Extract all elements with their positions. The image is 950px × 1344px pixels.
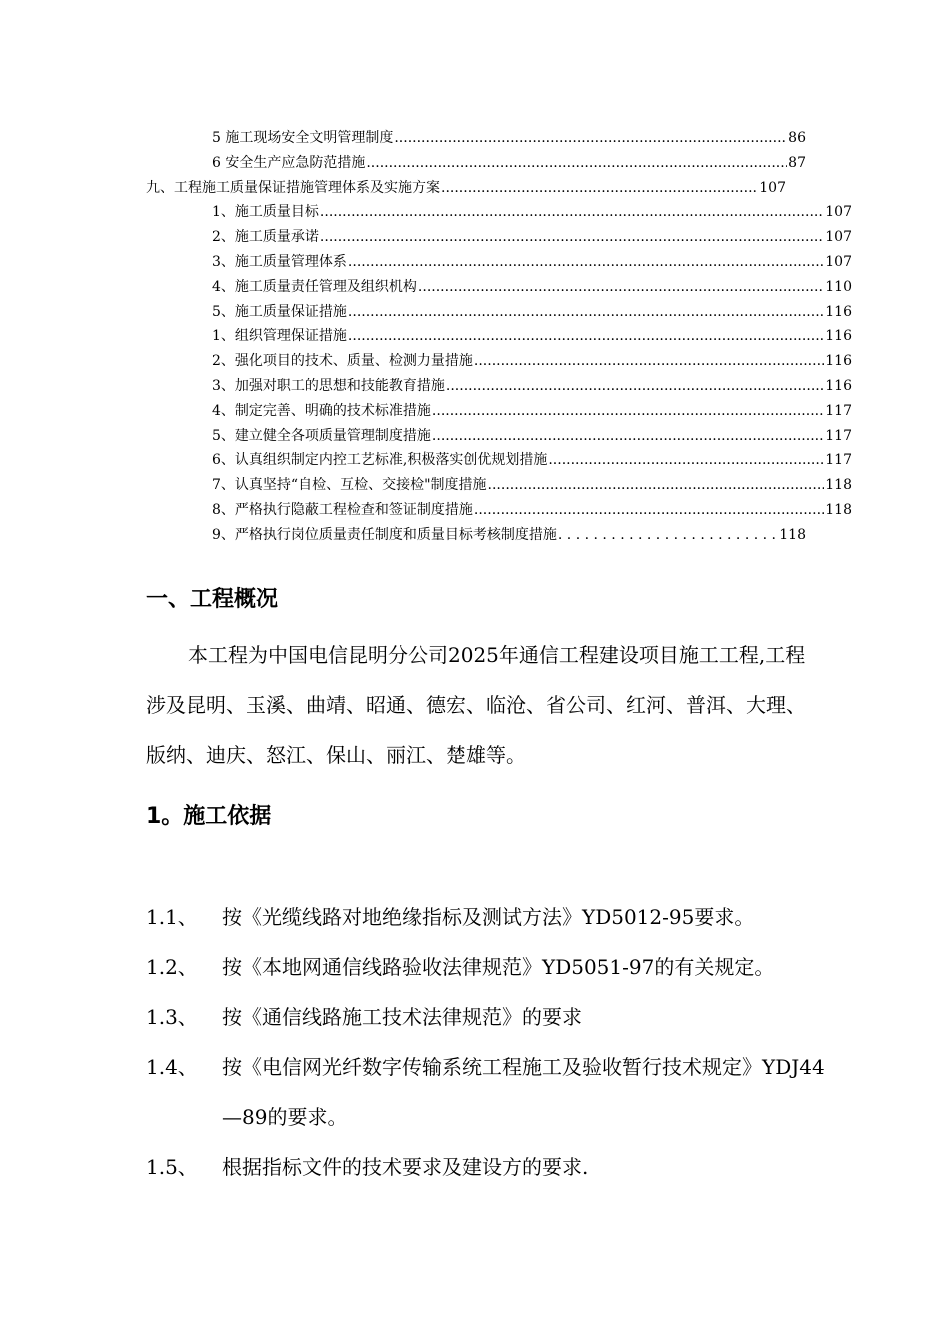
toc-entry-title: 3、施工质量管理体系: [212, 253, 347, 270]
basis-list: [146, 892, 826, 1192]
toc-leader-dots: [432, 399, 824, 424]
list-item-number: 1.5、: [146, 1155, 198, 1179]
toc-entry-title: 2、强化项目的技术、质量、检测力量措施: [212, 353, 473, 370]
toc-entry[interactable]: [146, 424, 852, 449]
toc-leader-dots: [474, 349, 824, 374]
toc-leader-dots: [488, 473, 825, 498]
list-item: [146, 892, 826, 942]
toc-leader-dots: [558, 523, 778, 548]
toc-entry-page: 107: [825, 253, 852, 270]
toc-entry[interactable]: [146, 448, 852, 473]
list-item-number: 1.1、: [146, 905, 198, 929]
toc-leader-dots: [394, 126, 787, 151]
toc-entry-page: 117: [825, 427, 852, 444]
toc-entry-page: 116: [825, 328, 852, 345]
toc-entry-title: 5 施工现场安全文明管理制度: [212, 130, 394, 146]
toc-leader-dots: [320, 225, 824, 250]
toc-entry-page: 118: [779, 526, 806, 543]
list-item: [146, 942, 826, 992]
toc-entry[interactable]: [146, 498, 852, 523]
list-item-text: 按《通信线路施工技术法律规范》的要求: [222, 1005, 582, 1029]
toc-entry[interactable]: [146, 275, 852, 300]
toc-leader-dots: [432, 424, 824, 449]
toc-entry-title: 1、施工质量目标: [212, 204, 319, 221]
toc-entry-title: 6、认真组织制定内控工艺标准,积极落实创优规划措施: [212, 452, 548, 469]
toc-entry-title: 7、认真坚持“自检、互检、交接检"制度措施: [212, 477, 487, 494]
list-item-number: 1.3、: [146, 1005, 198, 1029]
toc-leader-dots: [366, 151, 787, 176]
toc-entry-page: 118: [825, 501, 852, 518]
toc-entry-page: 107: [759, 179, 786, 196]
toc-entry-title: 5、建立健全各项质量管理制度措施: [212, 427, 431, 444]
toc-leader-dots: [446, 374, 824, 399]
list-item-text: 按《光缆线路对地绝缘指标及测试方法》YD5012-95要求。: [222, 905, 755, 929]
overview-paragraph: 本工程为中国电信昆明分公司2025年通信工程建设项目施工工程,工程涉及昆明、玉溪、曲靖、昭通、德宏、临沧、省公司、红河、普洱、大理、版纳、迪庆、怒江、保山、丽江、楚雄等。: [146, 643, 806, 767]
toc-entry-page: 116: [825, 377, 852, 394]
toc-entry[interactable]: [146, 300, 852, 325]
toc-entry-title: 6 安全生产应急防范措施: [212, 154, 366, 171]
list-item-text: 按《本地网通信线路验收法律规范》YD5051-97的有关规定。: [222, 955, 775, 979]
toc-entry-title: 8、严格执行隐蔽工程检查和签证制度措施: [212, 501, 473, 518]
toc-entry[interactable]: [146, 126, 806, 151]
toc-entry-title: 1、组织管理保证措施: [212, 328, 347, 345]
list-item: [146, 1142, 826, 1192]
toc-entry[interactable]: [146, 349, 852, 374]
toc-leader-dots: [348, 324, 824, 349]
toc-leader-dots: [418, 275, 824, 300]
list-item-text: 按《电信网光纤数字传输系统工程施工及验收暂行技术规定》YDJ44—89的要求。: [222, 1055, 825, 1129]
toc-entry-page: 116: [825, 353, 852, 370]
toc-entry-title: 9、严格执行岗位质量责任制度和质量目标考核制度措施: [212, 526, 557, 543]
toc-leader-dots: [348, 300, 824, 325]
toc-entry-page: 117: [825, 402, 852, 419]
toc-entry[interactable]: [146, 374, 852, 399]
toc-entry-page: 86: [788, 130, 806, 146]
toc-leader-dots: [348, 250, 824, 275]
toc-leader-dots: [441, 176, 758, 201]
toc-entry[interactable]: [146, 250, 852, 275]
toc-entry-page: 87: [788, 154, 806, 171]
table-of-contents: [146, 126, 852, 548]
list-item: [146, 1042, 826, 1142]
list-item-number: 1.2、: [146, 955, 198, 979]
toc-entry-page: 117: [825, 452, 852, 469]
toc-entry[interactable]: [146, 225, 852, 250]
toc-entry[interactable]: [146, 473, 852, 498]
toc-entry[interactable]: [146, 399, 852, 424]
list-item-number: 1.4、: [146, 1055, 198, 1079]
toc-leader-dots: [320, 200, 824, 225]
toc-entry[interactable]: [146, 176, 786, 201]
toc-entry-title: 5、施工质量保证措施: [212, 303, 347, 320]
toc-entry-title: 3、加强对职工的思想和技能教育措施: [212, 377, 445, 394]
toc-leader-dots: [474, 498, 824, 523]
section-heading-basis: 1。施工依据: [146, 804, 272, 829]
toc-entry-title: 4、制定完善、明确的技术标准措施: [212, 402, 431, 419]
toc-entry[interactable]: [146, 200, 852, 225]
toc-entry-page: 110: [825, 278, 852, 295]
list-item-text: 根据指标文件的技术要求及建设方的要求.: [222, 1155, 589, 1179]
toc-entry-page: 107: [825, 204, 852, 221]
toc-entry-page: 116: [825, 303, 852, 320]
toc-entry-title: 4、施工质量责任管理及组织机构: [212, 278, 417, 295]
toc-leader-dots: [548, 448, 824, 473]
toc-entry-page: 118: [825, 477, 852, 494]
section-heading-overview: 一、工程概况: [146, 587, 279, 612]
list-item: [146, 992, 826, 1042]
toc-entry-title: 九、工程施工质量保证措施管理体系及实施方案: [146, 179, 440, 196]
toc-entry-title: 2、施工质量承诺: [212, 229, 319, 246]
toc-entry[interactable]: [146, 151, 806, 176]
toc-entry[interactable]: [146, 523, 806, 548]
toc-entry-page: 107: [825, 229, 852, 246]
toc-entry[interactable]: [146, 324, 852, 349]
